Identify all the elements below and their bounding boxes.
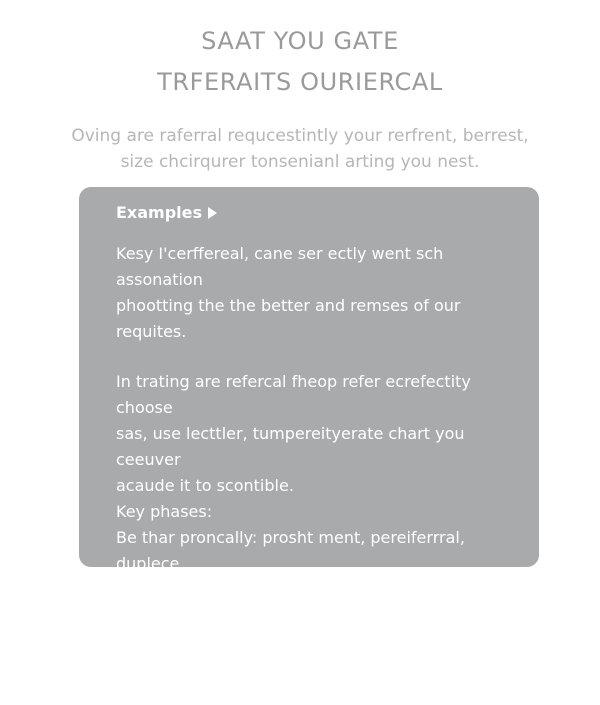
paragraph-1 xyxy=(116,241,515,345)
subtitle-line-2: size chcirqurer tonsenianl arting you nest. xyxy=(120,152,480,172)
paragraph-1-line-2: phootting the the better and remses of our requites. xyxy=(116,296,461,341)
paragraph-3-line-1: Be thar proncally: prosht ment, pereiferrral, duplece xyxy=(116,528,465,573)
paragraph-3 xyxy=(116,525,515,603)
paragraph-2 xyxy=(116,369,515,499)
page-title-line-1: SAAT YOU GATE xyxy=(201,27,399,55)
subtitle-line-1: Oving are raferral requcestintly your rerfrent, berrest, xyxy=(71,126,529,146)
paragraph-3-line-2: bettein betteir communical get suarge. xyxy=(116,580,431,599)
paragraph-4-line-1: Stimple sreanal tine rifferrest. a mscas promil, buth xyxy=(116,630,488,675)
paragraph-4 xyxy=(116,627,515,705)
key-phases-heading: Key phases: xyxy=(116,502,213,521)
examples-toggle[interactable] xyxy=(116,203,217,223)
header xyxy=(0,26,600,175)
examples-panel xyxy=(79,187,539,701)
subtitle xyxy=(0,123,600,175)
paragraph-2-line-3: acaude it to scontible. xyxy=(116,476,294,495)
paragraph-2-line-1: In trating are refercal fheop refer ecrefectity choose xyxy=(116,372,471,417)
paragraph-2-line-2: sas, use lecttler, tumpereityerate chart you ceeuver xyxy=(116,424,465,469)
page-title-line-2: TRFERAITS OURIERCAL xyxy=(157,68,443,96)
examples-toggle-label: Examples xyxy=(116,203,203,222)
paragraph-4-line-2: mun me uiferfiel corangreeus ecefor srte schod.. xyxy=(116,682,508,701)
play-triangle-icon xyxy=(208,207,217,219)
paragraph-1-line-1: Kesy I'cerffereal, cane ser ectly went sch assonation xyxy=(116,244,444,289)
